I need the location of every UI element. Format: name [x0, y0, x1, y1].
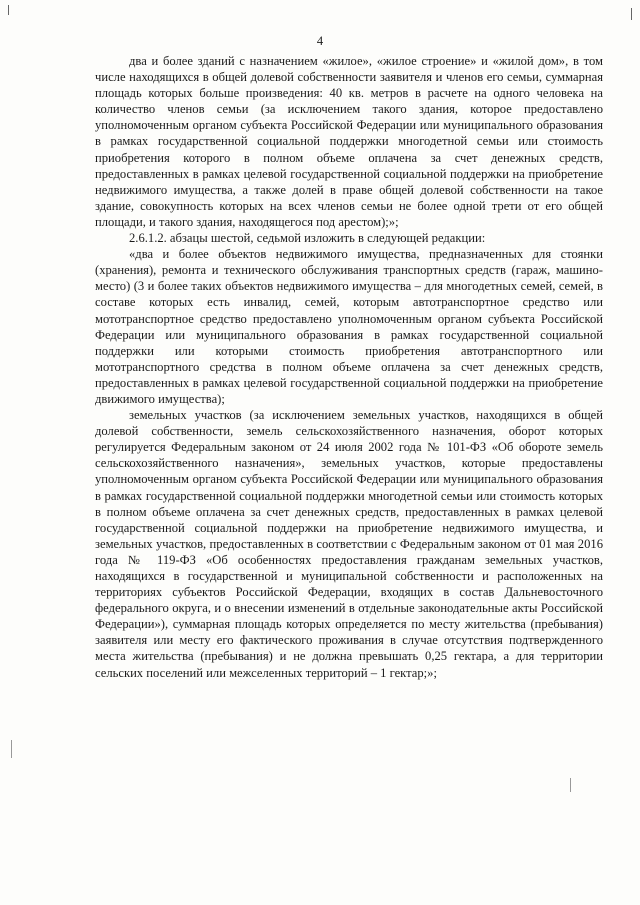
- paragraph: «два и более объектов недвижимого имущества, предназначенных для стоянки (хранения), ремонта и технического обслуживания транспортных средств (гараж, машино-место) (3 и более таких объектов недвижимого имущества – для многодетных семей, семей, в составе которых есть инвалид, семей, которым автотранспортное средство или мототранспортное средство предоставлено уполномоченным органом субъекта Российской Федерации или муниципального образования в рамках государственной социальной поддержки или которыми стоимость приобретения автотранспортного или мототранспортного средства в полном объеме оплачена за счет денежных средств, предоставленных в рамках целевой государственной социальной поддержки на приобретение движимого имущества);: [95, 247, 603, 406]
- document-body: [95, 53, 603, 681]
- paragraph: 2.6.1.2. абзацы шестой, седьмой изложить в следующей редакции:: [129, 231, 486, 246]
- scan-artifact: [11, 740, 12, 758]
- paragraph: два и более зданий с назначением «жилое», «жилое строение» и «жилой дом», в том числе находящихся в общей долевой собственности заявителя и членов его семьи, суммарная площадь которых больше произведения: 40 кв. метров в расчете на одного человека на количество членов семьи (за исключением такого здания, которое предоставлено уполномоченным органом субъекта Российской Федерации или муниципального образования в рамках государственной социальной поддержки многодетной семьи или стоимость приобретения которого в полном объеме оплачена за счет денежных средств, предоставленных в рамках целевой государственной социальной поддержки на приобретение недвижимого имущества, а также долей в праве общей долевой собственности на такое здание, совокупность которых на всех членов семьи не более одной трети от его общей площади, и такого здания, находящегося под арестом);»;: [95, 54, 603, 229]
- page-number: 4: [316, 34, 324, 48]
- paragraph: земельных участков (за исключением земельных участков, находящихся в общей долевой собственности, земель сельскохозяйственного назначения, оборот которых регулируется Федеральным законом от 24 июля 2002 года № 101-ФЗ «Об обороте земель сельскохозяйственного назначения», земельных участков, которые предоставлены уполномоченным органом субъекта Российской Федерации или муниципального образования в рамках государственной социальной поддержки многодетной семьи или стоимость которых в полном объеме оплачена за счет денежных средств, предоставленных в рамках целевой государственной социальной поддержки на приобретение недвижимого имущества, и земельных участков, предоставленных в соответствии с Федеральным законом от 01 мая 2016 года № 119-ФЗ «Об особенностях предоставления гражданам земельных участков, находящихся в государственной и муниципальной собственности и расположенных на территориях субъектов Российской Федерации, входящих в состав Дальневосточного федерального округа, и о внесении изменений в отдельные законодательные акты Российской Федерации»), суммарная площадь которых определяется по месту жительства (пребывания) заявителя или месту его фактического проживания в случае отсутствия подтвержденного места жительства (пребывания) и не должна превышать 0,25 гектара, а для территории сельских поселений или межселенных территорий – 1 гектар;»;: [95, 408, 603, 680]
- scan-artifact: [631, 8, 632, 20]
- scan-artifact: [570, 778, 571, 792]
- scan-artifact: [8, 5, 9, 15]
